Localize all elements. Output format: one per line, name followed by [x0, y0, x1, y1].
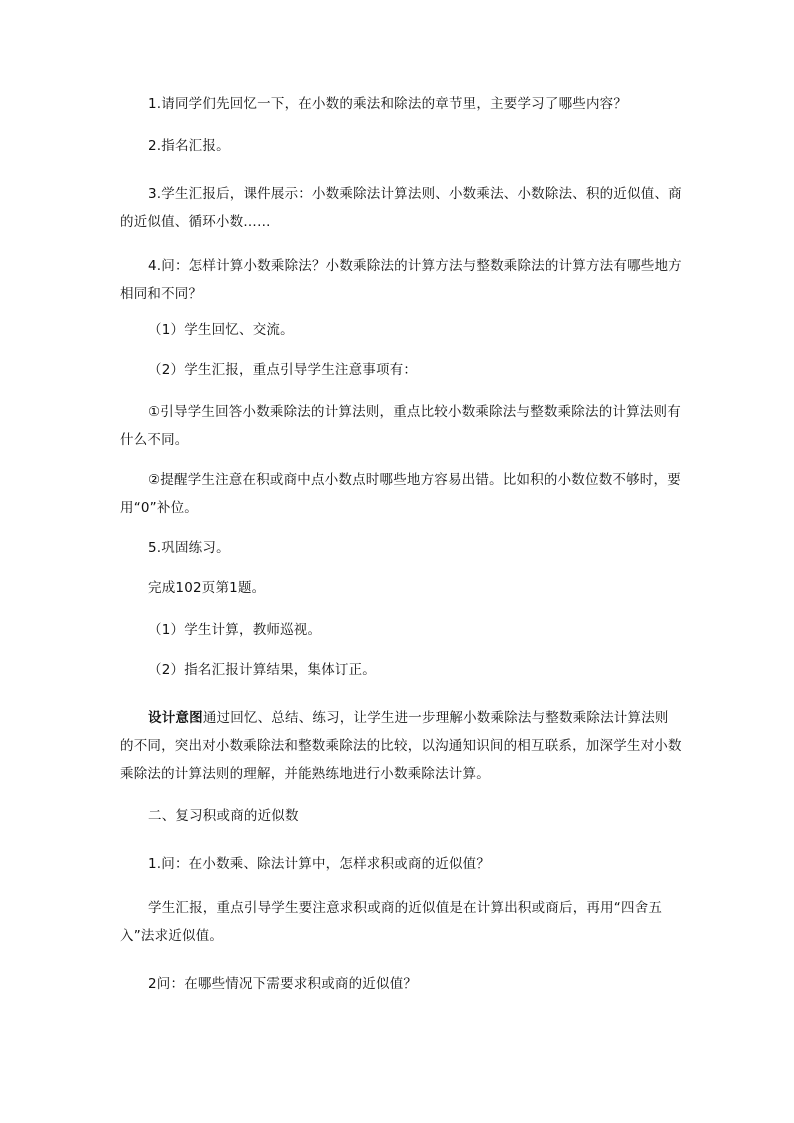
paragraph-5-text: （1）学生回忆、交流。 [148, 322, 294, 338]
paragraph-7 [120, 398, 682, 454]
paragraph-1 [120, 90, 682, 118]
paragraph-17 [120, 970, 682, 998]
paragraph-12-text: （2）指名汇报计算结果，集体订正。 [148, 662, 376, 678]
paragraph-9-text: 5.巩固练习。 [148, 540, 230, 556]
paragraph-6 [120, 356, 682, 384]
paragraph-6-text: （2）学生汇报，重点引导学生注意事项有： [148, 362, 418, 378]
paragraph-16 [120, 894, 682, 950]
paragraph-4-text: 4.问：怎样计算小数乘除法？小数乘除法的计算方法与整数乘除法的计算方法有哪些地方相同和不同？ [120, 258, 682, 302]
paragraph-15 [120, 850, 682, 878]
paragraph-4 [120, 252, 682, 308]
paragraph-17-text: 2问：在哪些情况下需要求积或商的近似值？ [148, 976, 418, 992]
design-intent-label: 设计意图 [148, 710, 203, 726]
paragraph-9 [120, 534, 682, 562]
paragraph-3-text: 3.学生汇报后，课件展示：小数乘除法计算法则、小数乘法、小数除法、积的近似值、商的近似值、循环小数…… [120, 186, 682, 230]
paragraph-11-text: （1）学生计算，教师巡视。 [148, 622, 322, 638]
paragraph-2 [120, 132, 682, 160]
paragraph-12 [120, 656, 682, 684]
design-intent-text: 通过回忆、总结、练习，让学生进一步理解小数乘除法与整数乘除法计算法则的不同，突出对小数乘除法和整数乘除法的比较，以沟通知识间的相互联系，加深学生对小数乘除法的计算法则的理解，并能熟练地进行小数乘除法计算。 [120, 710, 682, 782]
section-heading-2-text: 二、复习积或商的近似数 [148, 808, 299, 824]
paragraph-15-text: 1.问：在小数乘、除法计算中，怎样求积或商的近似值？ [148, 856, 491, 872]
paragraph-11 [120, 616, 682, 644]
section-heading-2 [120, 802, 682, 830]
paragraph-2-text: 2.指名汇报。 [148, 138, 230, 154]
paragraph-8-text: ②提醒学生注意在积或商中点小数点时哪些地方容易出错。比如积的小数位数不够时，要用“0”补位。 [120, 472, 681, 516]
paragraph-5 [120, 316, 682, 344]
paragraph-3 [120, 180, 682, 236]
paragraph-16-text: 学生汇报，重点引导学生要注意求积或商的近似值是在计算出积或商后，再用“四舍五入”法求近似值。 [120, 900, 663, 944]
design-intent-paragraph [120, 704, 682, 788]
paragraph-1-text: 1.请同学们先回忆一下，在小数的乘法和除法的章节里，主要学习了哪些内容？ [148, 96, 628, 112]
paragraph-7-text: ①引导学生回答小数乘除法的计算法则，重点比较小数乘除法与整数乘除法的计算法则有什么不同。 [120, 404, 681, 448]
paragraph-10-text: 完成102页第1题。 [148, 580, 266, 596]
paragraph-10 [120, 574, 682, 602]
paragraph-8 [120, 466, 682, 522]
